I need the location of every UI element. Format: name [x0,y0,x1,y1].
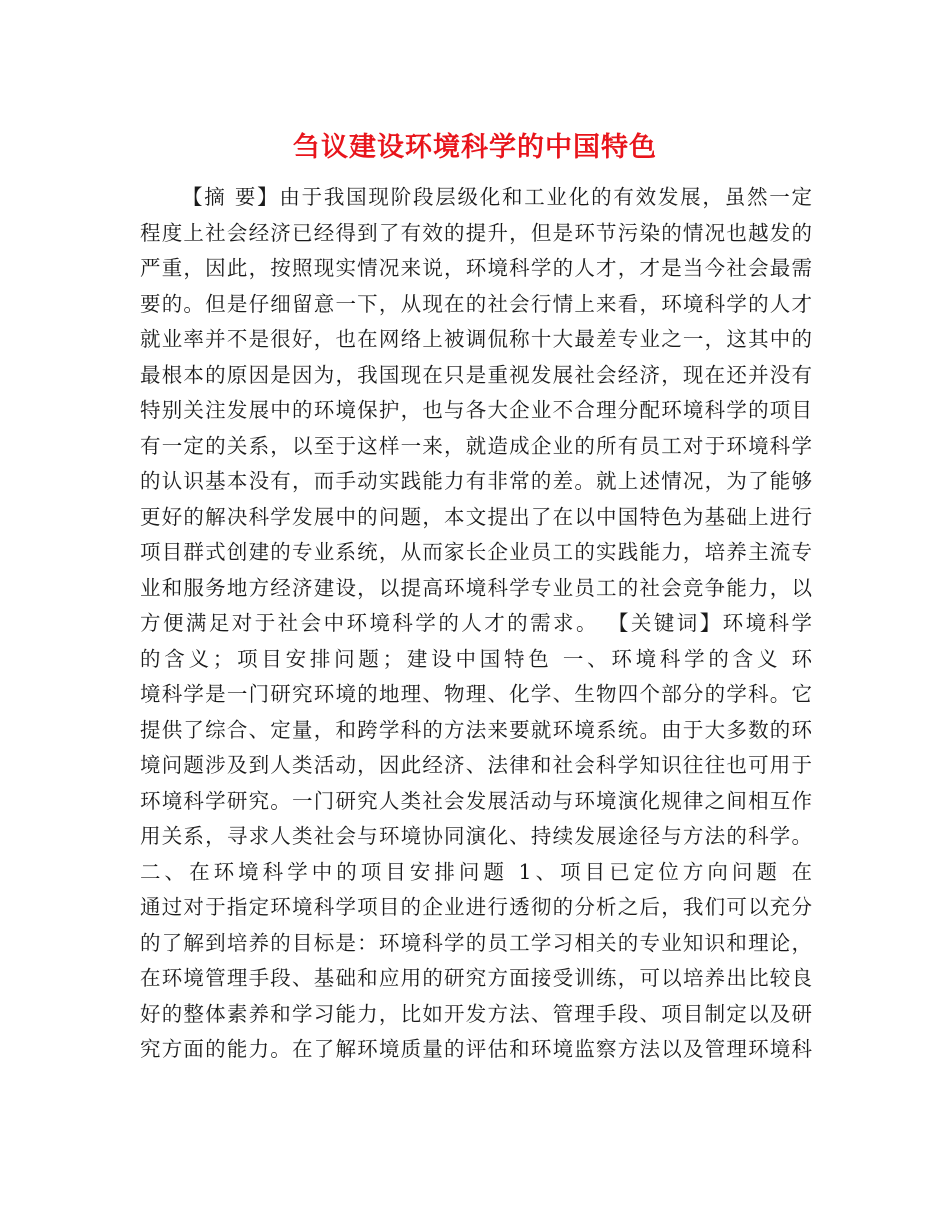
body-line: 特别关注发展中的环境保护，也与各大企业不合理分配环境科学的项目 [140,398,812,422]
body-line: 更好的解决科学发展中的问题，本文提出了在以中国特色为基础上进行 [140,504,812,529]
body-line: 就业率并不是很好，也在网络上被调侃称十大最差专业之一，这其中的 [140,327,812,351]
body-line: 要的。但是仔细留意一下，从现在的社会行情上来看，环境科学的人才 [140,291,812,316]
body-line: 的认识基本没有，而手动实践能力有非常的差。就上述情况，为了能够 [140,469,812,493]
body-line: 项目群式创建的专业系统，从而家长企业员工的实践能力，培养主流专 [140,540,812,564]
body-line: 严重，因此，按照现实情况来说，环境科学的人才，才是当今社会最需 [140,256,812,280]
body-line: 究方面的能力。在了解环境质量的评估和环境监察方法以及管理环境科 [140,1037,812,1061]
document-body [140,180,812,1068]
body-line: 【摘 要】由于我国现阶段层级化和工业化的有效发展，虽然一定 [182,185,812,209]
body-line: 通过对于指定环境科学项目的企业进行透彻的分析之后，我们可以充分 [140,895,812,919]
body-line: 用关系，寻求人类社会与环境协同演化、持续发展途径与方法的科学。 [140,824,812,848]
body-line: 好的整体素养和学习能力，比如开发方法、管理手段、项目制定以及研 [140,1001,812,1026]
body-line: 最根本的原因是因为，我国现在只是重视发展社会经济，现在还并没有 [140,362,812,387]
body-line: 环境科学研究。一门研究人类社会发展活动与环境演化规律之间相互作 [140,788,812,813]
body-line: 的含义；项目安排问题；建设中国特色 一、环境科学的含义 环 [140,646,812,671]
body-line: 方便满足对于社会中环境科学的人才的需求。 【关键词】环境科学 [140,611,812,635]
body-line: 程度上社会经济已经得到了有效的提升，但是环节污染的情况也越发的 [140,220,812,245]
body-line: 境科学是一门研究环境的地理、物理、化学、生物四个部分的学科。它 [140,682,812,706]
body-line: 的了解到培养的目标是：环境科学的员工学习相关的专业知识和理论， [140,930,812,955]
body-line: 提供了综合、定量，和跨学科的方法来要就环境系统。由于大多数的环 [140,717,812,742]
body-line: 境问题涉及到人类活动，因此经济、法律和社会科学知识往往也可用于 [140,753,812,777]
body-line: 有一定的关系，以至于这样一来，就造成企业的所有员工对于环境科学 [140,433,812,458]
body-line: 在环境管理手段、基础和应用的研究方面接受训练，可以培养出比较良 [140,966,812,990]
body-line: 二、在环境科学中的项目安排问题 1、项目已定位方向问题 在 [140,859,812,884]
body-line: 业和服务地方经济建设，以提高环境科学专业员工的社会竞争能力，以 [140,575,812,600]
document-title: 刍议建设环境科学的中国特色 [293,132,657,163]
